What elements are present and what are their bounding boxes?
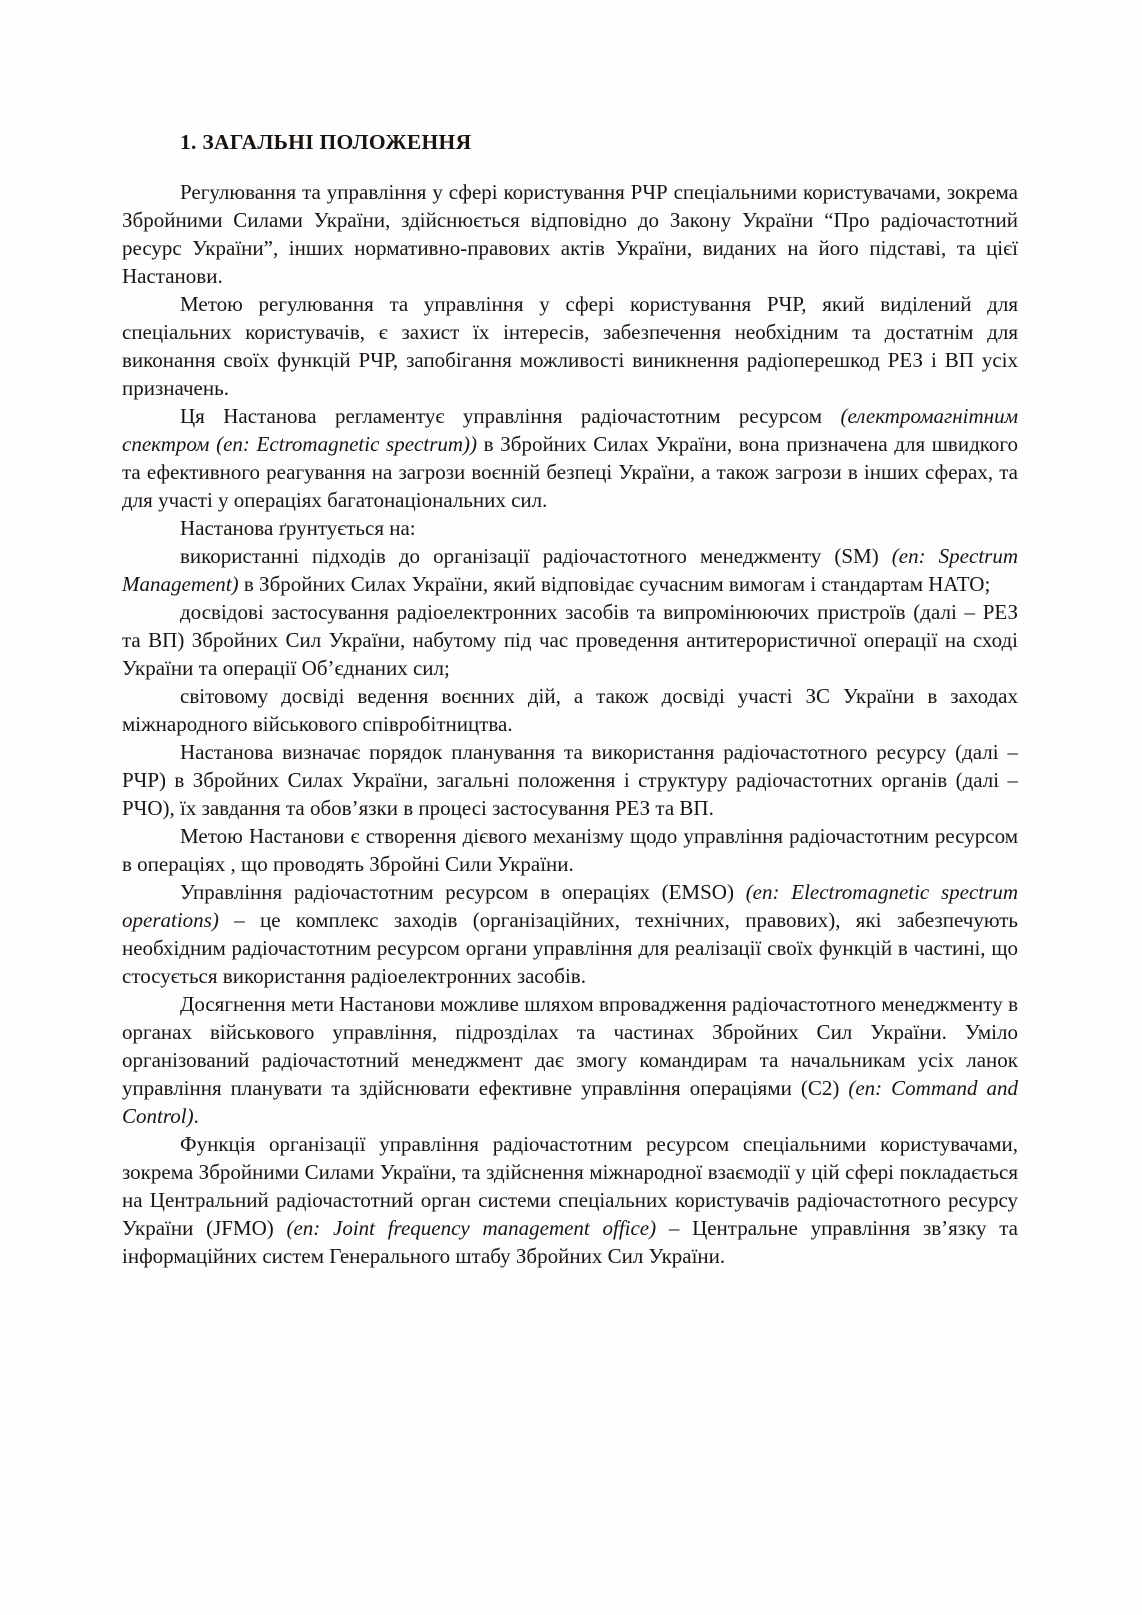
paragraph-lead-text: Функція організації управління радіочастотним ресурсом спеціальними користувачами, зокрема Збройними Силами України, та здійснення міжнародної взаємодії у цій сфері покладається на Центральний радіочастотний орган системи спеціальних користувачів радіочастотного ресурсу України (JFMO)	[122, 1132, 1018, 1240]
paragraph-basis-item-experience	[122, 598, 1018, 682]
paragraph-text: Метою Настанови є створення дієвого механізму щодо управління радіочастотним ресурсом в операціях , що проводять Збройні Сили України.	[122, 824, 1018, 876]
paragraph-basis-item-sm	[122, 542, 1018, 598]
paragraph-tail-text: – це комплекс заходів (організаційних, технічних, правових), які забезпечують необхідним радіочастотним ресурсом органи управління для реалізації своїх функцій в частині, що стосується використання радіоелектронних засобів.	[122, 908, 1018, 988]
paragraph-jfmo-function	[122, 1130, 1018, 1270]
english-term-electromagnetic-spectrum-operations: (en: Electromagnetic spectrum operations)	[122, 880, 1018, 932]
paragraph-lead-text: Ця Настанова регламентує управління радіочастотним ресурсом	[180, 404, 841, 428]
paragraph-text: Настанова визначає порядок планування та використання радіочастотного ресурсу (далі – РЧР) в Збройних Силах України, загальні положення і структуру радіочастотних органів (далі – РЧО), їх завдання та обов’язки в процесі застосування РЕЗ та ВП.	[122, 740, 1018, 820]
paragraph-tail-text: в Збройних Силах України, вона призначена для швидкого та ефективного реагування на загрози воєнній безпеці України, а також загрози в інших сферах, та для участі у операціях багатонаціональних сил.	[122, 432, 1018, 512]
paragraph-text: Настанова ґрунтується на:	[180, 516, 416, 540]
paragraph-manual-defines-order	[122, 738, 1018, 822]
english-term-spectrum-management: (en: Spectrum Management)	[122, 544, 1018, 596]
paragraph-tail-text: .	[193, 1104, 199, 1128]
paragraph-lead-text: Управління радіочастотним ресурсом в операціях (EMSO)	[180, 880, 746, 904]
paragraph-emso-definition	[122, 878, 1018, 990]
section-heading: 1. ЗАГАЛЬНІ ПОЛОЖЕННЯ	[180, 130, 472, 154]
paragraph-manual-basis-intro	[122, 514, 1018, 542]
paragraph-tail-text: в Збройних Силах України, який відповідає сучасним вимогам і стандартам НАТО;	[238, 572, 991, 596]
text-column	[122, 128, 1018, 1270]
paragraph-tail-text: – Центральне управління зв’язку та інформаційних систем Генерального штабу Збройних Сил України.	[122, 1216, 1018, 1268]
paragraph-text: Регулювання та управління у сфері користування РЧР спеціальними користувачами, зокрема Збройними Силами України, здійснюється відповідно до Закону України “Про радіочастотний ресурс України”, інших нормативно-правових актів України, виданих на його підставі, та цієї Настанови.	[122, 180, 1018, 288]
paragraph-lead-text: Досягнення мети Настанови можливе шляхом впровадження радіочастотного менеджменту в органах військового управління, підрозділах та частинах Збройних Сил України. Уміло організований радіочастотний менеджмент дає змогу командирам та начальникам усіх ланок управління планувати та здійснювати ефективне управління операціями (C2)	[122, 992, 1018, 1100]
paragraph-achieving-goal-c2	[122, 990, 1018, 1130]
paragraph-manual-goal	[122, 822, 1018, 878]
paragraph-text: Метою регулювання та управління у сфері користування РЧР, який виділений для спеціальних користувачів, є захист їх інтересів, забезпечення необхідним та достатнім для виконання своїх функцій РЧР, запобігання можливості виникнення радіоперешкод РЕЗ і ВП усіх призначень.	[122, 292, 1018, 400]
paragraph-lead-text: використанні підходів до організації радіочастотного менеджменту (SM)	[180, 544, 892, 568]
english-term-command-and-control: (en: Command and Control)	[122, 1076, 1018, 1128]
paragraph-manual-regulates	[122, 402, 1018, 514]
paragraph-basis-item-world-experience	[122, 682, 1018, 738]
paragraph-text: світовому досвіді ведення воєнних дій, а також досвіді участі ЗС України в заходах міжнародного військового співробітництва.	[122, 684, 1018, 736]
paragraph-text: досвідові застосування радіоелектронних засобів та випромінюючих пристроїв (далі – РЕЗ та ВП) Збройних Сил України, набутому під час проведення антитерористичної операції на сході України та операції Об’єднаних сил;	[122, 600, 1018, 680]
paragraph-regulation-scope	[122, 178, 1018, 290]
english-term-joint-frequency-management-office: (en: Joint frequency management office)	[286, 1216, 657, 1240]
english-term-electromagnetic-spectrum: (електромагнітним спектром (en: Ectromagnetic spectrum))	[122, 404, 1018, 456]
paragraph-regulation-purpose	[122, 290, 1018, 402]
